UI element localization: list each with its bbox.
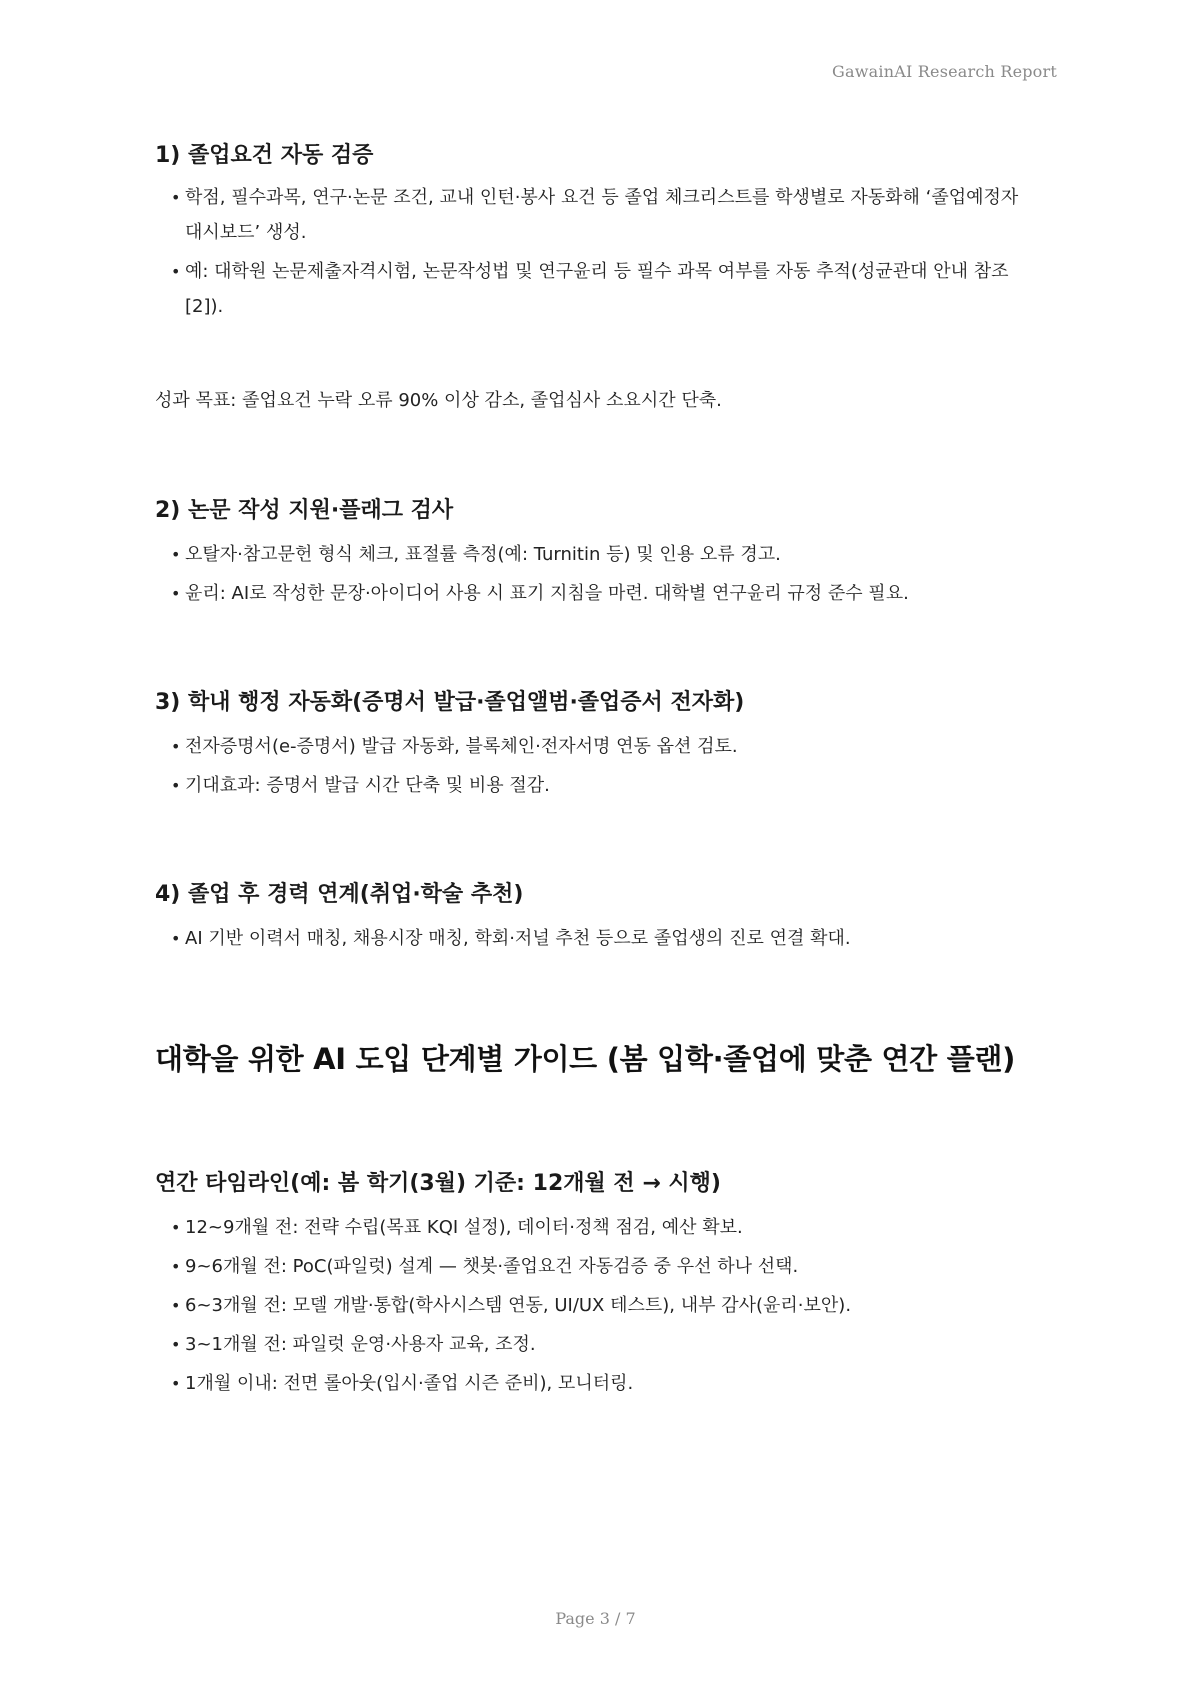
- section-4-list: [173, 921, 1031, 960]
- timeline-heading: 연간 타임라인(예: 봄 학기(3월) 기준: 12개월 전 → 시행): [155, 1171, 721, 1196]
- list-item: • 6~3개월 전: 모델 개발·통합(학사시스템 연동, UI/UX 테스트), 내부 감사(윤리·보안).: [173, 1288, 1031, 1323]
- list-item: • 윤리: AI로 작성한 문장·아이디어 사용 시 표기 지침을 마련. 대학별 연구윤리 규정 준수 필요.: [173, 576, 1031, 611]
- list-item: • AI 기반 이력서 매칭, 채용시장 매칭, 학회·저널 추천 등으로 졸업생의 진로 연결 확대.: [173, 921, 1031, 956]
- page-number: Page 3 / 7: [555, 1609, 636, 1628]
- timeline-list: [173, 1210, 1031, 1405]
- section-2-list: [173, 537, 1031, 615]
- list-item: • 기대효과: 증명서 발급 시간 단축 및 비용 절감.: [173, 768, 1031, 803]
- list-item: • 9~6개월 전: PoC(파일럿) 설계 — 챗봇·졸업요건 자동검증 중 우선 하나 선택.: [173, 1249, 1031, 1284]
- list-item: • 3~1개월 전: 파일럿 운영·사용자 교육, 조정.: [173, 1327, 1031, 1362]
- list-item: • 전자증명서(e-증명서) 발급 자동화, 블록체인·전자서명 연동 옵션 검토.: [173, 729, 1031, 764]
- section-1-outcome: 성과 목표: 졸업요건 누락 오류 90% 이상 감소, 졸업심사 소요시간 단축.: [155, 390, 722, 411]
- guide-title: 대학을 위한 AI 도입 단계별 가이드 (봄 입학·졸업에 맞춘 연간 플랜): [155, 1042, 1016, 1076]
- list-item: • 1개월 이내: 전면 롤아웃(입시·졸업 시즌 준비), 모니터링.: [173, 1366, 1031, 1401]
- section-3-list: [173, 729, 1031, 807]
- section-1-heading: 1) 졸업요건 자동 검증: [155, 143, 374, 168]
- section-2-heading: 2) 논문 작성 지원·플래그 검사: [155, 498, 454, 523]
- list-item: • 학점, 필수과목, 연구·논문 조건, 교내 인턴·봉사 요건 등 졸업 체크리스트를 학생별로 자동화해 ‘졸업예정자 대시보드’ 생성.: [173, 180, 1031, 250]
- list-item: • 오탈자·참고문헌 형식 체크, 표절률 측정(예: Turnitin 등) 및 인용 오류 경고.: [173, 537, 1031, 572]
- section-1-list: [173, 180, 1031, 328]
- report-header: GawainAI Research Report: [832, 62, 1057, 81]
- list-item: • 12~9개월 전: 전략 수립(목표 KQI 설정), 데이터·정책 점검, 예산 확보.: [173, 1210, 1031, 1245]
- section-4-heading: 4) 졸업 후 경력 연계(취업·학술 추천): [155, 882, 524, 907]
- section-3-heading: 3) 학내 행정 자동화(증명서 발급·졸업앨범·졸업증서 전자화): [155, 690, 745, 715]
- list-item: • 예: 대학원 논문제출자격시험, 논문작성법 및 연구윤리 등 필수 과목 여부를 자동 추적(성균관대 안내 참조 [2]).: [173, 254, 1031, 324]
